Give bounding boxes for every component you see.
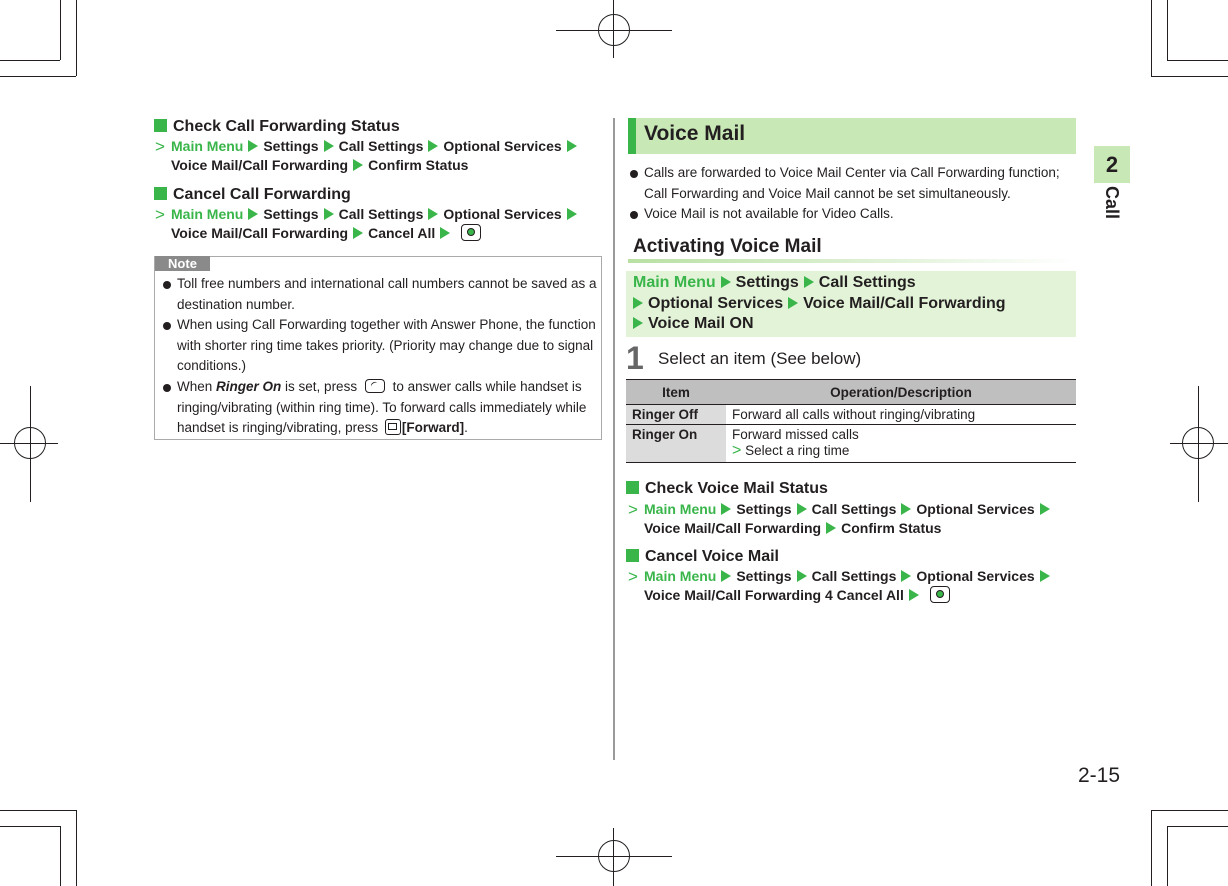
table-header: Item Operation/Description (626, 380, 1076, 405)
page-number: 2-15 (1078, 764, 1121, 787)
chapter-name: Call (1102, 186, 1122, 220)
note-bullet: Toll free numbers and international call numbers cannot be saved as a destination number. (177, 274, 597, 315)
crop-mark (1167, 826, 1228, 827)
arrow-icon (440, 227, 450, 239)
table-row: Ringer Off Forward all calls without ringing/vibrating (626, 405, 1076, 425)
check-vm-procedure: > Main Menu Settings Call Settings Optional Services Voice Mail/Call Forwarding Confirm Status (644, 500, 1055, 538)
arrow-icon (324, 140, 334, 152)
arrow-icon (428, 140, 438, 152)
crop-mark (1167, 60, 1228, 61)
arrow-icon (788, 297, 798, 309)
arrow-icon (324, 208, 334, 220)
arrow-icon (1040, 570, 1050, 582)
chevron-right-icon: > (732, 442, 742, 459)
check-forwarding-heading: Check Call Forwarding Status (154, 118, 400, 136)
arrow-icon (901, 570, 911, 582)
arrow-icon (721, 276, 731, 288)
chapter-number: 2 (1094, 146, 1130, 183)
crop-mark (76, 0, 77, 76)
cancel-forwarding-heading: Cancel Call Forwarding (154, 186, 351, 204)
ok-key-icon (461, 224, 481, 241)
arrow-icon (721, 503, 731, 515)
menu-path: Main Menu Settings Call Settings Optional Services Voice Mail/Call Forwarding Voice Mail ON (626, 271, 1076, 337)
subtitle-underline (628, 259, 1076, 263)
note-bullet: When Ringer On is set, press to answer calls while handset is ringing/vibrating (within ring time). To forward calls immediately while handset is ringing/vibrating, press [Forward]. (177, 377, 597, 439)
square-icon (626, 549, 639, 562)
arrow-icon (797, 570, 807, 582)
arrow-icon (567, 208, 577, 220)
crop-mark (1167, 826, 1168, 886)
step-text: Select an item (See below) (658, 349, 862, 368)
bullet-icon (163, 384, 171, 392)
bullet-icon (630, 211, 638, 219)
square-icon (154, 187, 167, 200)
arrow-icon (633, 317, 643, 329)
check-forwarding-procedure: > Main Menu Settings Call Settings Optional Services Voice Mail/Call Forwarding Confirm Status (171, 137, 582, 175)
arrow-icon (353, 227, 363, 239)
ok-key-icon (930, 586, 950, 603)
arrow-icon (353, 159, 363, 171)
registration-mark (14, 427, 46, 459)
step-number: 1 (626, 340, 644, 376)
cancel-vm-heading: Cancel Voice Mail (626, 548, 779, 566)
crop-mark (0, 826, 60, 827)
crop-mark (0, 76, 76, 77)
section-title: Voice Mail (628, 118, 1076, 154)
arrow-icon (804, 276, 814, 288)
arrow-icon (901, 503, 911, 515)
crop-mark (1151, 76, 1228, 77)
check-vm-heading: Check Voice Mail Status (626, 480, 828, 498)
note-tag: Note (155, 256, 210, 271)
arrow-icon (633, 297, 643, 309)
registration-mark (598, 840, 630, 872)
bullet-icon (163, 322, 171, 330)
cancel-vm-procedure: > Main Menu Settings Call Settings Optional Services Voice Mail/Call Forwarding 4 Cancel All (644, 567, 1055, 605)
info-bullet: Voice Mail is not available for Video Calls. (644, 204, 1064, 225)
arrow-icon (826, 522, 836, 534)
column-divider (613, 118, 615, 760)
chevron-right-icon: > (628, 500, 638, 519)
note-bullet: When using Call Forwarding together with Answer Phone, the function with shorter ring time takes priority. (Priority may change due to signal conditions.) (177, 315, 597, 377)
cancel-forwarding-procedure: > Main Menu Settings Call Settings Optional Services Voice Mail/Call Forwarding Cancel All (171, 205, 582, 243)
chevron-right-icon: > (155, 205, 165, 224)
registration-mark (598, 14, 630, 46)
arrow-icon (428, 208, 438, 220)
info-bullet: Calls are forwarded to Voice Mail Center via Call Forwarding function; Call Forwarding and Voice Mail cannot be set simultaneously. (644, 163, 1064, 204)
arrow-icon (567, 140, 577, 152)
crop-mark (60, 826, 61, 886)
call-key-icon (365, 379, 385, 393)
square-icon (154, 119, 167, 132)
chevron-right-icon: > (155, 137, 165, 156)
arrow-icon (248, 140, 258, 152)
square-icon (626, 481, 639, 494)
arrow-icon (1040, 503, 1050, 515)
bullet-icon (630, 170, 638, 178)
subsection-title: Activating Voice Mail (633, 236, 822, 257)
crop-mark (1167, 0, 1168, 60)
bullet-icon (163, 281, 171, 289)
operations-table (626, 379, 1076, 463)
crop-mark (1151, 810, 1228, 811)
crop-mark (76, 810, 77, 886)
arrow-icon (797, 503, 807, 515)
crop-mark (1151, 0, 1152, 76)
table-row: Ringer On Forward missed calls > Select a ring time (626, 425, 1076, 463)
registration-mark (1182, 427, 1214, 459)
arrow-icon (721, 570, 731, 582)
arrow-icon (909, 589, 919, 601)
title-bar (628, 118, 636, 154)
crop-mark (60, 0, 61, 60)
arrow-icon (248, 208, 258, 220)
crop-mark (0, 60, 60, 61)
crop-mark (0, 810, 76, 811)
chevron-right-icon: > (628, 567, 638, 586)
crop-mark (1151, 810, 1152, 886)
mail-key-icon (385, 419, 401, 435)
